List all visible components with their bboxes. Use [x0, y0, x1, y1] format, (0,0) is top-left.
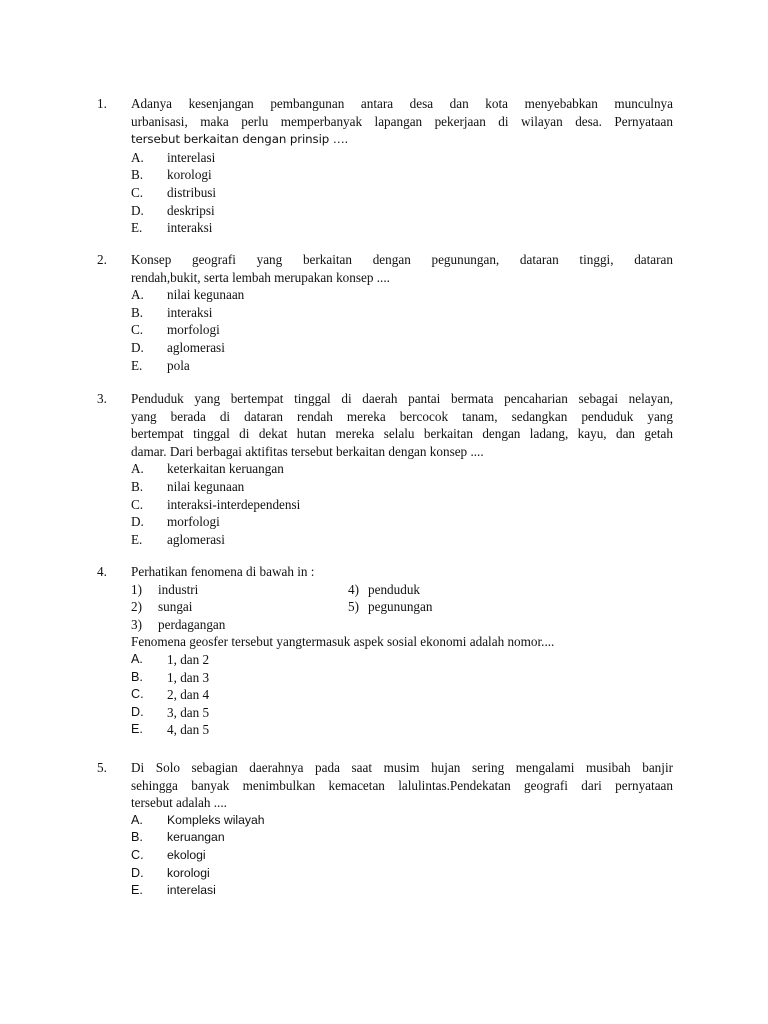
- option-letter: C.: [131, 496, 144, 512]
- question-number: 2.: [97, 252, 107, 267]
- option-a[interactable]: [131, 286, 673, 304]
- question-text-span: tersebut berkaitan dengan prinsip: [131, 132, 330, 147]
- option-letter: C.: [131, 322, 144, 338]
- option-a[interactable]: [131, 651, 673, 669]
- option-text: keruangan: [167, 830, 225, 845]
- question-1: [97, 95, 673, 237]
- option-letter: E.: [131, 357, 143, 373]
- question-text-line: bertempat tinggal di dekat hutan mereka selalu berkaitan dengan ladang, kayu, dan getah: [131, 426, 673, 442]
- question-5: [97, 759, 673, 900]
- list-number: 4): [348, 581, 359, 597]
- option-text: interelasi: [167, 149, 216, 165]
- question-number: 5.: [97, 760, 107, 775]
- list-item: [131, 581, 673, 599]
- option-c[interactable]: [131, 321, 673, 339]
- option-text: 3, dan 5: [167, 704, 210, 720]
- option-letter: B.: [131, 669, 143, 684]
- option-d[interactable]: [131, 202, 673, 220]
- option-letter: A.: [131, 461, 144, 477]
- list-text: sungai: [158, 599, 193, 615]
- option-text: interaksi-interdependensi: [167, 496, 301, 512]
- option-text: nilai kegunaan: [167, 287, 245, 303]
- option-letter: D.: [131, 202, 144, 218]
- option-b[interactable]: [131, 829, 673, 847]
- option-c[interactable]: [131, 686, 673, 704]
- question-text-line: yang berada di dataran rendah mereka bercocok tanam, sedangkan penduduk yang: [131, 408, 673, 424]
- question-text-line: Penduduk yang bertempat tinggal di daerah pantai bermata pencaharian sebagai nelayan,: [131, 391, 673, 406]
- question-text-line: tersebut adalah ....: [131, 795, 227, 811]
- option-letter: E.: [131, 883, 143, 898]
- option-a[interactable]: [131, 149, 673, 167]
- option-text: aglomerasi: [167, 339, 225, 355]
- question-text-line: sehingga banyak menimbulkan kemacetan lalulintas.Pendekatan geografi dari pernyataan: [131, 777, 673, 793]
- question-number: 3.: [97, 391, 107, 406]
- question-text-line: [131, 130, 673, 149]
- option-text: deskripsi: [167, 202, 215, 218]
- option-e[interactable]: [131, 357, 673, 375]
- option-text: pola: [167, 357, 190, 373]
- question-text-line: Konsep geografi yang berkaitan dengan pegunungan, dataran tinggi, dataran: [131, 252, 673, 267]
- option-e[interactable]: [131, 882, 673, 900]
- option-letter: E.: [131, 220, 143, 236]
- option-b[interactable]: [131, 669, 673, 687]
- option-letter: D.: [131, 514, 144, 530]
- option-a[interactable]: [131, 460, 673, 478]
- list-text: perdagangan: [158, 616, 226, 632]
- list-item: [131, 616, 673, 634]
- option-text: nilai kegunaan: [167, 478, 245, 494]
- option-text: distribusi: [167, 184, 217, 200]
- list-number: 2): [131, 599, 142, 615]
- option-text: 1, dan 3: [167, 669, 210, 685]
- option-letter: A.: [131, 149, 144, 165]
- option-text: korologi: [167, 865, 210, 880]
- option-letter: E.: [131, 722, 143, 737]
- question-text-line: Adanya kesenjangan pembangunan antara desa dan kota menyebabkan munculnya: [131, 96, 673, 111]
- option-text: Kompleks wilayah: [167, 812, 265, 827]
- option-letter: A.: [131, 812, 143, 827]
- option-text: interaksi: [167, 220, 213, 236]
- question-text-line: urbanisasi, maka perlu memperbanyak lapangan pekerjaan di wilayan desa. Pernyataan: [131, 113, 673, 129]
- question-4: [97, 563, 673, 739]
- question-ellipsis: ….: [329, 132, 349, 147]
- question-2: [97, 251, 673, 374]
- option-text: morfologi: [167, 514, 220, 530]
- option-letter: B.: [131, 830, 143, 845]
- option-letter: C.: [131, 687, 144, 702]
- question-text-line: rendah,bukit, serta lembah merupakan konsep ....: [131, 269, 390, 285]
- question-number: 4.: [97, 564, 107, 579]
- option-text: interaksi: [167, 304, 213, 320]
- option-d[interactable]: [131, 513, 673, 531]
- option-letter: C.: [131, 184, 144, 200]
- option-text: morfologi: [167, 322, 220, 338]
- option-a[interactable]: [131, 812, 673, 830]
- question-text-line: Fenomena geosfer tersebut yangtermasuk aspek sosial ekonomi adalah nomor....: [131, 634, 555, 650]
- option-letter: B.: [131, 478, 144, 494]
- option-c[interactable]: [131, 184, 673, 202]
- option-e[interactable]: [131, 531, 673, 549]
- option-c[interactable]: [131, 847, 673, 865]
- option-letter: E.: [131, 531, 143, 547]
- option-letter: B.: [131, 304, 144, 320]
- list-number: 1): [131, 581, 142, 597]
- option-e[interactable]: [131, 219, 673, 237]
- option-letter: A.: [131, 651, 143, 666]
- list-text: industri: [158, 581, 199, 597]
- option-text: ekologi: [167, 847, 206, 862]
- option-text: 1, dan 2: [167, 651, 210, 667]
- list-item: [131, 598, 673, 616]
- question-intro: Perhatikan fenomena di bawah in :: [131, 564, 315, 579]
- option-letter: A.: [131, 287, 144, 303]
- option-d[interactable]: [131, 704, 673, 722]
- option-letter: D.: [131, 704, 144, 719]
- option-letter: B.: [131, 167, 144, 183]
- option-letter: C.: [131, 847, 144, 862]
- option-b[interactable]: [131, 478, 673, 496]
- option-text: korologi: [167, 167, 212, 183]
- option-b[interactable]: [131, 166, 673, 184]
- option-c[interactable]: [131, 496, 673, 514]
- question-number: 1.: [97, 96, 107, 111]
- option-letter: D.: [131, 339, 144, 355]
- option-e[interactable]: [131, 721, 673, 739]
- option-b[interactable]: [131, 304, 673, 322]
- option-text: 4, dan 5: [167, 722, 210, 738]
- question-3: [97, 390, 673, 548]
- list-number: 5): [348, 599, 359, 615]
- question-text-line: Di Solo sebagian daerahnya pada saat musim hujan sering mengalami musibah banjir: [131, 760, 673, 775]
- list-text: pegunungan: [368, 599, 433, 615]
- option-text: 2, dan 4: [167, 687, 210, 703]
- list-number: 3): [131, 616, 142, 632]
- option-letter: D.: [131, 865, 144, 880]
- option-d[interactable]: [131, 339, 673, 357]
- option-text: keterkaitan keruangan: [167, 461, 284, 477]
- option-text: interelasi: [167, 883, 216, 898]
- option-d[interactable]: [131, 865, 673, 883]
- list-text: penduduk: [368, 581, 421, 597]
- question-text-line: damar. Dari berbagai aktifitas tersebut berkaitan dengan konsep ....: [131, 443, 484, 459]
- option-text: aglomerasi: [167, 531, 225, 547]
